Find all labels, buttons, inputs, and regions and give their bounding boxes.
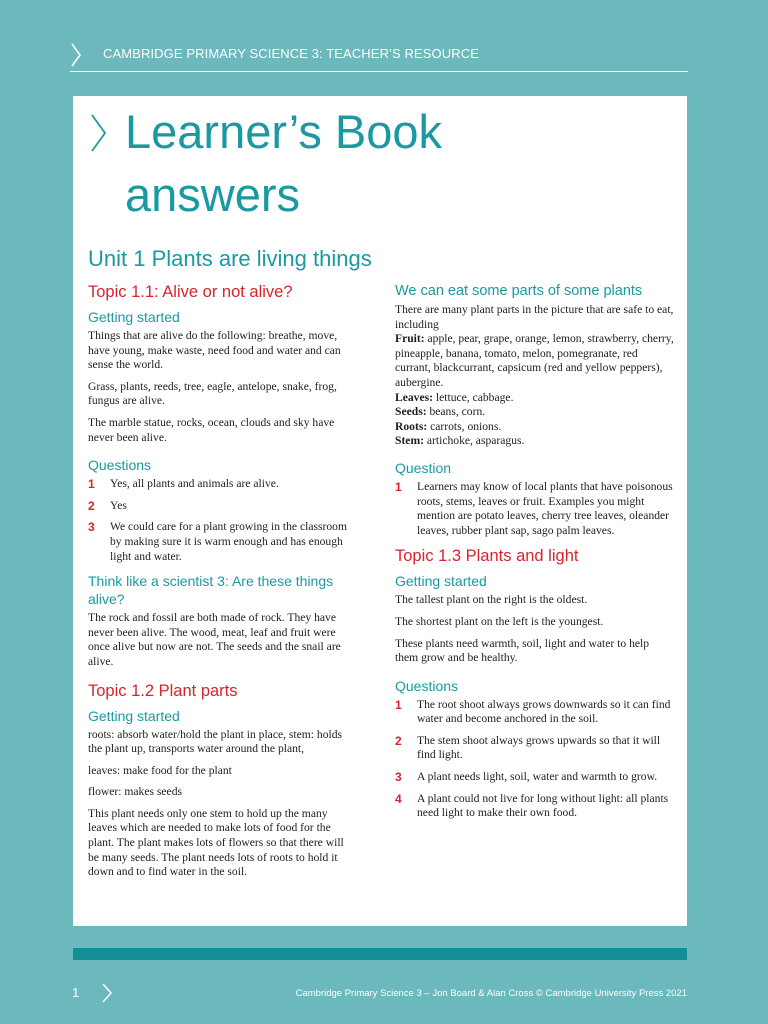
right-column [395, 282, 675, 829]
question-number: 4 [395, 791, 402, 806]
question-number: 1 [395, 697, 402, 712]
question-number: 2 [88, 498, 95, 513]
edible-line [395, 420, 675, 435]
edible-line [395, 332, 675, 390]
topic-1-3-heading: Topic 1.3 Plants and light [395, 547, 579, 566]
paragraph: This plant needs only one stem to hold up the many leaves which are needed to make lots of food for the plant. The plant makes lots of flowers so that there will be many seeds. The plant needs lots of roots to hold it down and to find water in the soil. [88, 806, 344, 879]
questions-heading: Questions [88, 457, 152, 474]
list-item [395, 480, 675, 538]
question-answer: Learners may know of local plants that have poisonous roots, stems, leaves or fruit. Examples you might mention are potato leaves, cherry tree leaves, oleander leaves, rubber plant sap, sago palm leaves. [417, 479, 673, 537]
paragraph: There are many plant parts in the picture that are safe to eat, including [395, 303, 674, 331]
header-rule [70, 71, 688, 72]
question-answer: Yes [110, 498, 127, 512]
question-answer: The root shoot always grows downwards so it can find water and become anchored in the soil. [417, 697, 671, 726]
paragraph: Things that are alive do the following: breathe, move, have young, make waste, need food and water and can sense the world. [88, 329, 341, 372]
edible-text: apple, pear, grape, orange, lemon, strawberry, cherry, pineapple, banana, tomato, melon, pomegranate, red currant, blackcurrant, capsicum (red and yellow peppers), aubergine. [395, 332, 674, 389]
topic-1-2-heading: Topic 1.2 Plant parts [88, 681, 238, 700]
chevron-right-icon [89, 112, 109, 154]
paragraph: The shortest plant on the left is the youngest. [395, 614, 604, 628]
question-list [395, 480, 675, 538]
chevron-right-icon [101, 982, 113, 1004]
edible-label: Seeds: [395, 405, 427, 419]
question-number: 1 [395, 479, 402, 494]
paragraph: flower: makes seeds [88, 785, 183, 799]
getting-started-heading: Getting started [88, 309, 180, 325]
question-heading: Question [395, 459, 452, 476]
list-item [395, 734, 675, 763]
edible-text: carrots, onions. [427, 419, 502, 433]
title-line-2: answers [125, 168, 301, 221]
question-number: 3 [395, 770, 402, 785]
list-item [395, 698, 675, 727]
paragraph: These plants need warmth, soil, light and water to help them grow and be healthy. [395, 636, 650, 665]
page-number: 1 [72, 985, 80, 1000]
question-answer: The stem shoot always grows upwards so that it will find light. [417, 733, 661, 762]
page-title [125, 100, 442, 226]
unit-title: Unit 1 Plants are living things [88, 246, 372, 271]
page-card [73, 96, 687, 926]
edible-label: Stem: [395, 434, 424, 448]
question-answer: We could care for a plant growing in the classroom by making sure it is warm enough and has enough light and water. [110, 520, 347, 563]
paragraph: The rock and fossil are both made of rock. They have never been alive. The wood, meat, leaf and fruit were once alive but now are not. The seeds and the snail are alive. [88, 611, 341, 668]
edible-text: artichoke, asparagus. [423, 434, 525, 448]
question-number: 3 [88, 520, 95, 535]
running-header: CAMBRIDGE PRIMARY SCIENCE 3: TEACHER’S RESOURCE [103, 46, 479, 61]
edible-line [395, 434, 675, 449]
footer-credit: Cambridge Primary Science 3 – Jon Board & Alan Cross © Cambridge University Press 2021 [295, 988, 687, 999]
title-line-1: Learner’s Book [125, 105, 443, 158]
question-answer: A plant could not live for long without light: all plants need light to make their own food. [417, 791, 669, 820]
list-item [88, 477, 353, 492]
question-answer: Yes, all plants and animals are alive. [110, 477, 279, 491]
paragraph: leaves: make food for the plant [88, 763, 232, 777]
edible-line [395, 405, 675, 420]
question-answer: A plant needs light, soil, water and warmth to grow. [417, 770, 658, 784]
edible-text: lettuce, cabbage. [433, 390, 514, 404]
list-item [88, 520, 353, 564]
question-list [395, 698, 675, 821]
paragraph: Grass, plants, reeds, tree, eagle, antelope, snake, frog, fungus are alive. [88, 379, 337, 408]
footer-band [73, 948, 687, 960]
edible-parts-heading: We can eat some parts of some plants [395, 283, 643, 299]
list-item [395, 792, 675, 821]
chevron-right-icon [70, 42, 82, 68]
paragraph: The tallest plant on the right is the oldest. [395, 593, 588, 607]
question-number: 1 [88, 477, 95, 492]
paragraph: roots: absorb water/hold the plant in place, stem: holds the plant up, transports water around the plant, [88, 727, 343, 756]
edible-text: beans, corn. [426, 405, 486, 419]
paragraph: The marble statue, rocks, ocean, clouds and sky have never been alive. [88, 415, 335, 444]
getting-started-heading: Getting started [395, 573, 487, 590]
edible-label: Leaves: [395, 390, 433, 404]
list-item [395, 770, 675, 785]
topic-1-1-heading: Topic 1.1: Alive or not alive? [88, 283, 293, 301]
think-like-scientist-heading: Think like a scientist 3: Are these things alive? [88, 573, 334, 608]
edible-label: Fruit: [395, 332, 425, 346]
edible-label: Roots: [395, 419, 428, 433]
edible-line [395, 391, 675, 406]
list-item [88, 499, 353, 514]
questions-heading: Questions [395, 677, 459, 694]
getting-started-heading: Getting started [88, 707, 180, 724]
question-list [88, 477, 353, 564]
question-number: 2 [395, 733, 402, 748]
left-column [88, 282, 353, 887]
